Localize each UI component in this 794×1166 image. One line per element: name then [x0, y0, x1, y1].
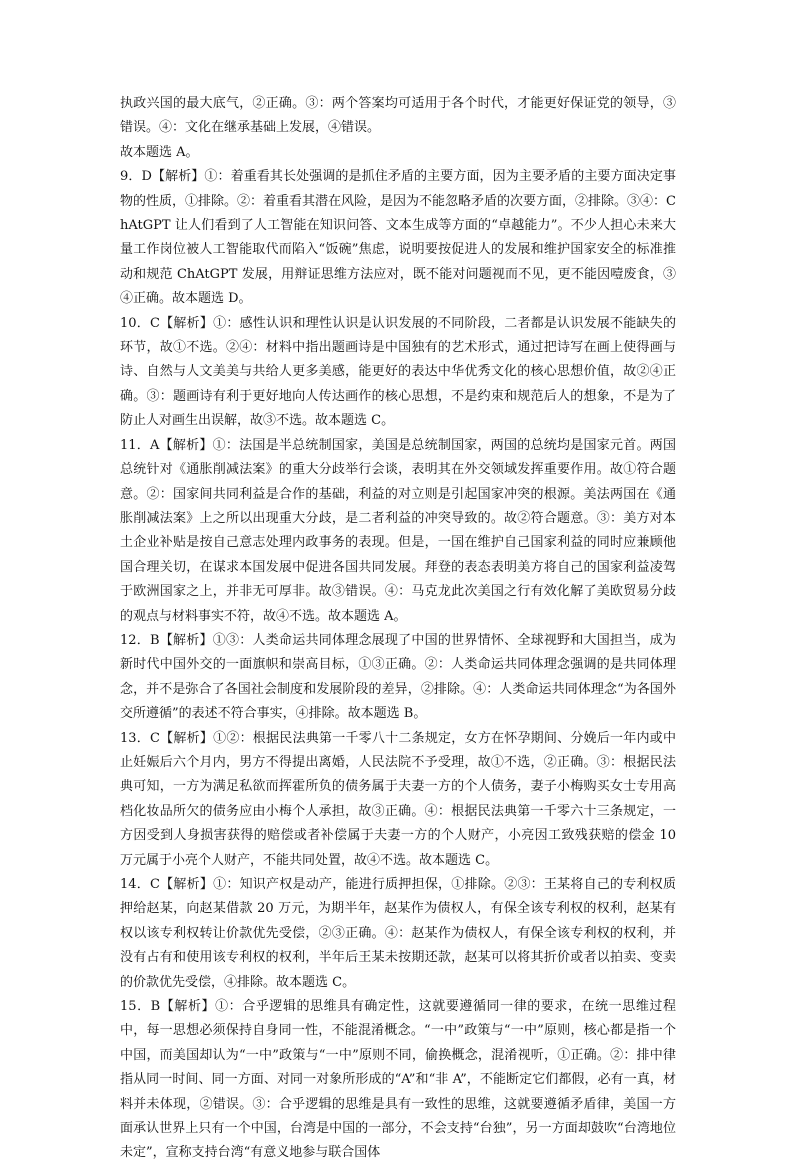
- paragraph-q14: 14．C【解析】①：知识产权是动产，能进行质押担保，①排除。②③：王某将自己的专利权质押给赵某，向赵某借款 20 万元，为期半年，赵某作为债权人，有保全该专利权的权利，赵某有权以该专利权转让价款优先受偿，②③正确。④：赵某作为债权人，有保全该专利权的权利，并没有占有和使用该专利权的权利，半年后王某未按期还款，赵某可以将其折价或者以拍卖、变卖的价款优先受偿，④排除。故本题选 C。: [120, 877, 676, 990]
- paragraph-q9: 9．D【解析】①：着重看其长处强调的是抓住矛盾的主要方面，因为主要矛盾的主要方面决定事物的性质，①排除。②：着重看其潜在风险，是因为不能忽略矛盾的次要方面，②排除。③④：ChAtGPT 让人们看到了人工智能在知识问答、文本生成等方面的“卓越能力”。不少人担心未来大量工作岗位被人工智能取代而陷入“饭碗”焦虑，说明要按促进人的发展和维护国家安全的标准推动和规范 ChAtGPT 发展，用辩证思维方法应对，既不能对问题视而不见，更不能因噎废食，③④正确。故本题选 D。: [120, 169, 676, 307]
- answer-explanations: [120, 92, 676, 1166]
- paragraph-conclusion: 故本题选 A。: [120, 144, 199, 160]
- paragraph-q11: 11．A【解析】①：法国是半总统制国家，美国是总统制国家，两国的总统均是国家元首。两国总统针对《通胀削减法案》的重大分歧举行会谈，表明其在外交领域发挥重要作用。故①符合题意。②：国家间共同利益是合作的基础，利益的对立则是引起国家冲突的根源。美法两国在《通胀削减法案》上之所以出现重大分歧，是二者利益的冲突导致的。故②符合题意。③：美方对本土企业补贴是按自己意志处理内政事务的表现。但是，一国在维护自己国家利益的同时应兼顾他国合理关切，在谋求本国发展中促进各国共同发展。拜登的表态表明美方将自己的国家利益凌驾于欧洲国家之上，并非无可厚非。故③错误。④：马克龙此次美国之行有效化解了美欧贸易分歧的观点与材料事实不符，故④不选。故本题选 A。: [120, 437, 676, 624]
- paragraph-q12: 12．B【解析】①③：人类命运共同体理念展现了中国的世界情怀、全球视野和大国担当，成为新时代中国外交的一面旗帜和崇高目标，①③正确。②：人类命运共同体理念强调的是共同体理念，并不是弥合了各国社会制度和发展阶段的差异，②排除。④：人类命运共同体理念“为各国外交所遵循”的表述不符合事实，④排除。故本题选 B。: [120, 632, 676, 722]
- paragraph-q15: 15．B【解析】①：合乎逻辑的思维具有确定性，这就要遵循同一律的要求，在统一思维过程中，每一思想必须保持自身同一性，不能混淆概念。“一中”政策与“一中”原则，核心都是指一个中国，而美国却认为“一中”政策与“一中”原则不同，偷换概念，混淆视听，①正确。②：排中律指从同一时间、同一方面、对同一对象所形成的“A”和“非 A”，不能断定它们都假，必有一真，材料并未体现，②错误。③：合乎逻辑的思维是具有一致性的思维，这就要遵循矛盾律，美国一方面承认世界上只有一个中国，台湾是中国的一部分，不会支持“台独”，另一方面却鼓吹“台湾地位未定”，宣称支持台湾“有意义地参与联合国体: [120, 999, 676, 1161]
- paragraph-q13: 13．C【解析】①②：根据民法典第一千零八十二条规定，女方在怀孕期间、分娩后一年内或中止妊娠后六个月内，男方不得提出离婚，人民法院不予受理，故①不选，②正确。③：根据民法典可知，一方为满足私欲而挥霍所负的债务属于夫妻一方的个人债务，妻子小梅购买女士专用高档化妆品所欠的债务应由小梅个人承担，故③正确。④：根据民法典第一千零六十三条规定，一方因受到人身损害获得的赔偿或者补偿属于夫妻一方的个人财产，小亮因工致残获赔的偿金 10 万元属于小亮个人财产，不能共同处置，故④不选。故本题选 C。: [120, 730, 676, 868]
- paragraph-q10: 10．C【解析】①：感性认识和理性认识是认识发展的不同阶段，二者都是认识发展不能缺失的环节，故①不选。②④：材料中指出题画诗是中国独有的艺术形式，通过把诗写在画上使得画与诗、自然与人文美美与共给人更多美感，能更好的表达中华优秀文化的核心思想价值，故②④正确。③：题画诗有利于更好地向人传达画作的核心思想，不是约束和规范后人的想象，不是为了防止人对画生出误解，故③不选。故本题选 C。: [120, 315, 676, 429]
- paragraph-continuation: 执政兴国的最大底气，②正确。③：两个答案均可适用于各个时代，才能更好保证党的领导，③错误。④：文化在继承基础上发展，④错误。: [120, 96, 676, 136]
